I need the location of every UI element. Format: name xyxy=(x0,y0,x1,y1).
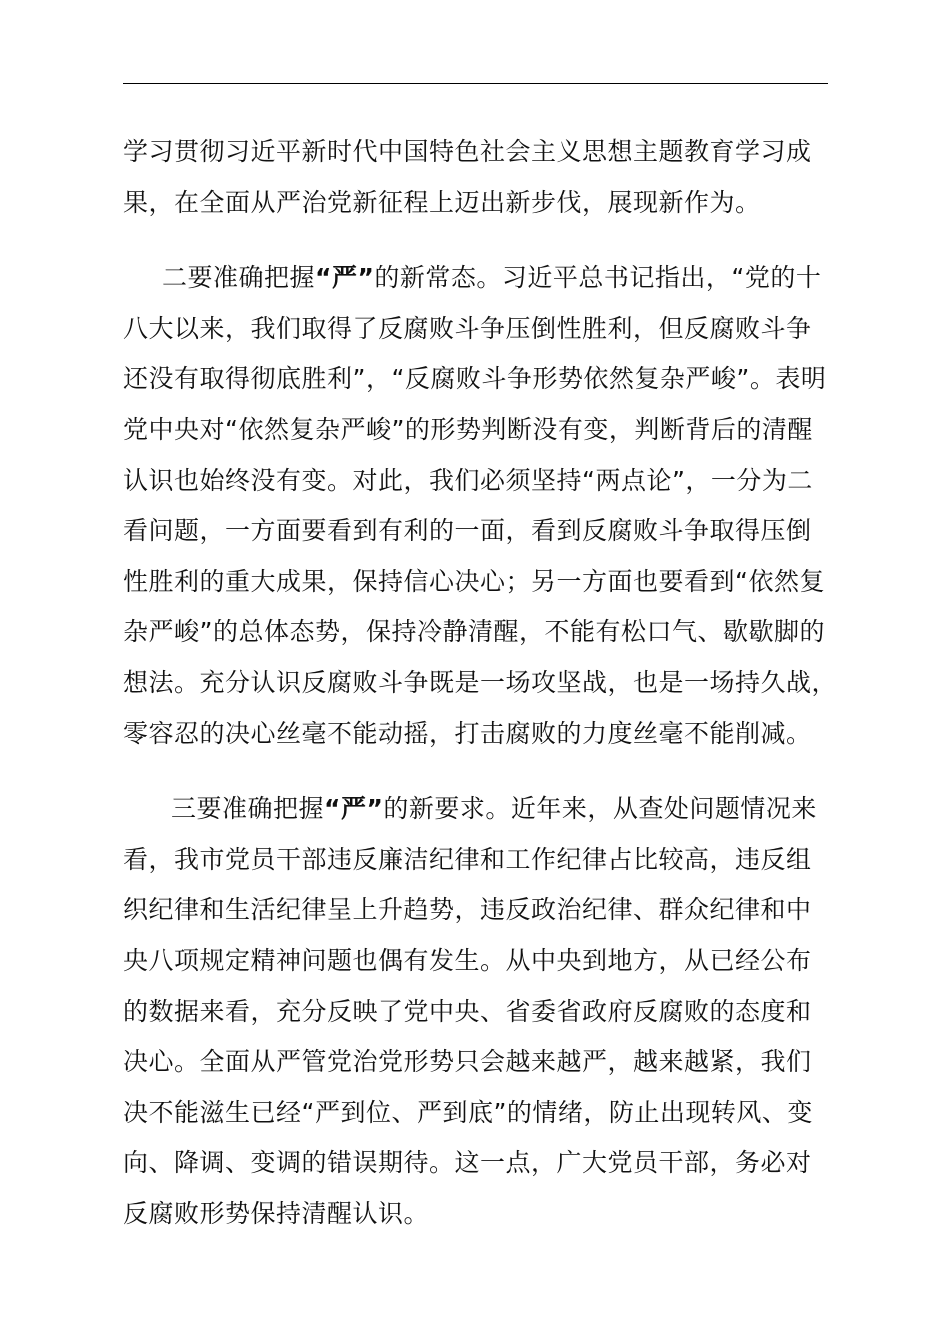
lead-rest: 的新要求。近年来，从查处问题情况来 xyxy=(383,794,817,824)
lead-prefix: 二要准确把握 xyxy=(162,263,316,293)
paragraph-gap xyxy=(123,228,829,253)
paragraph-line: 认识也始终没有变。对此，我们必须坚持“两点论”，一分为二 xyxy=(123,465,813,495)
paragraph-line: 八大以来，我们取得了反腐败斗争压倒性胜利，但反腐败斗争 xyxy=(123,313,812,343)
paragraph-line: 决心。全面从严管党治党形势只会越来越严，越来越紧，我们 xyxy=(123,1047,812,1077)
paragraph-line: 想法。充分认识反腐败斗争既是一场攻坚战，也是一场持久战， xyxy=(123,667,838,697)
paragraph-lead-line xyxy=(123,784,829,835)
paragraph-line: 性胜利的重大成果，保持信心决心；另一方面也要看到“依然复 xyxy=(123,566,825,596)
paragraph-line: 零容忍的决心丝毫不能动摇，打击腐败的力度丝毫不能削减。 xyxy=(123,718,812,748)
paragraph-line: 学习贯彻习近平新时代中国特色社会主义思想主题教育学习成 xyxy=(123,137,812,166)
paragraph-line: 杂严峻”的总体态势，保持冷静清醒，不能有松口气、歇歇脚的 xyxy=(123,617,825,647)
paragraph-line: 的数据来看，充分反映了党中央、省委省政府反腐败的态度和 xyxy=(123,996,812,1026)
paragraph-line: 还没有取得彻底胜利”，“反腐败斗争形势依然复杂严峻”。表明 xyxy=(123,364,827,394)
paragraph-lead-line xyxy=(123,253,829,304)
paragraph-line: 央八项规定精神问题也偶有发生。从中央到地方，从已经公布 xyxy=(123,945,812,975)
paragraph-gap xyxy=(123,759,829,784)
header-rule xyxy=(123,83,828,84)
paragraph-line: 决不能滋生已经“严到位、严到底”的情绪，防止出现转风、变 xyxy=(123,1097,813,1127)
paragraph-intro xyxy=(123,127,829,228)
lead-highlight: “严” xyxy=(315,263,375,293)
paragraph-line: 反腐败形势保持清醒认识。 xyxy=(123,1198,430,1228)
document-body xyxy=(123,127,838,1239)
paragraph-line: 向、降调、变调的错误期待。这一点，广大党员干部，务必对 xyxy=(123,1148,812,1178)
paragraph-line: 看，我市党员干部违反廉洁纪律和工作纪律占比较高，违反组 xyxy=(123,844,812,874)
paragraph-line: 党中央对“依然复杂严峻”的形势判断没有变，判断背后的清醒 xyxy=(123,414,813,444)
paragraph-line: 看问题，一方面要看到有利的一面，看到反腐败斗争取得压倒 xyxy=(123,516,812,546)
paragraph-two xyxy=(123,253,838,759)
paragraph-line: 果，在全面从严治党新征程上迈出新步伐，展现新作为。 xyxy=(123,187,761,217)
paragraph-line: 织纪律和生活纪律呈上升趋势，违反政治纪律、群众纪律和中 xyxy=(123,895,812,925)
paragraph-three xyxy=(123,784,829,1239)
lead-highlight: “严” xyxy=(324,794,384,824)
lead-prefix: 三要准确把握 xyxy=(171,794,325,824)
lead-rest: 的新常态。习近平总书记指出，“党的十 xyxy=(374,263,822,293)
